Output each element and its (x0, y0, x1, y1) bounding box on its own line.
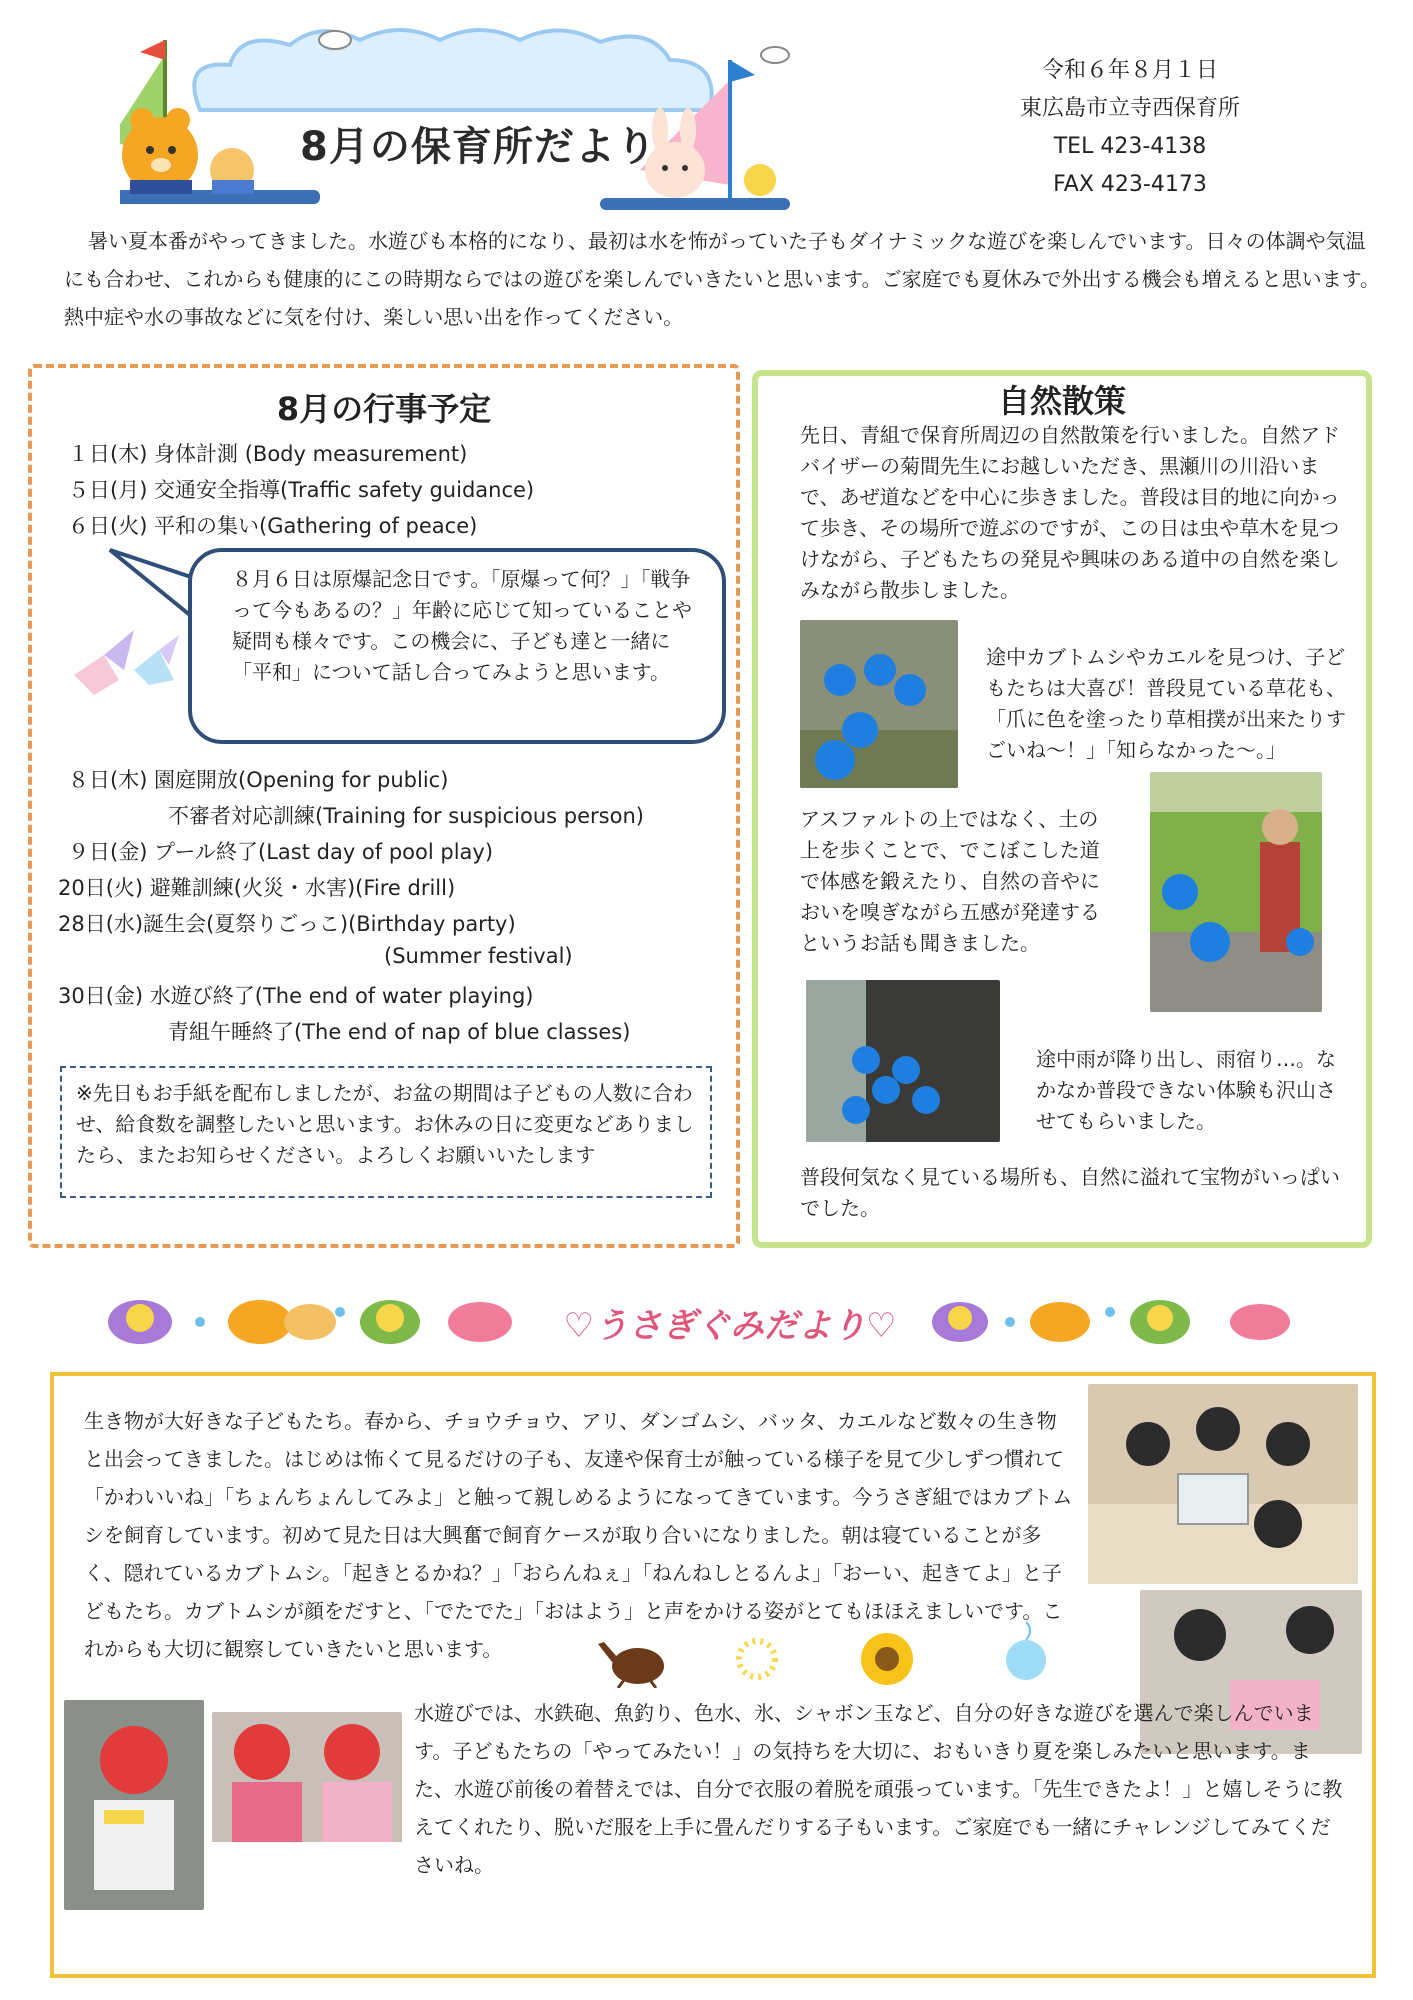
sparkle-icon (734, 1636, 780, 1682)
fish-decoration-icon (100, 1282, 520, 1362)
usagi-title: ♡うさぎぐみだより♡ (563, 1306, 897, 1346)
event-item: 不審者対応訓練(Training for suspicious person) (168, 804, 644, 828)
event-item: 20日(火) 避難訓練(火災・水害)(Fire drill) (58, 876, 456, 900)
nature-paragraph: 途中カブトムシやカエルを見つけ、子どもたちは大喜び！普段見ている草花も、「爪に色を塗ったり草相撲が出来たりすごいね～！」「知らなかった～。」 (986, 645, 1346, 762)
nature-title: 自然散策 (997, 382, 1126, 420)
photo-beetle-observation (1088, 1384, 1358, 1584)
photo-rain-shelter (806, 980, 1000, 1142)
event-item: ８日(木) 園庭開放(Opening for public) (68, 768, 449, 792)
usagi-paragraph: 生き物が大好きな子どもたち。春から、チョウチョウ、アリ、ダンゴムシ、バッタ、カエルなど数々の生き物と出会ってきました。はじめは怖くて見るだけの子も、友達や保育士が触っている様子を見て少しずつ慣れて「かわいいね」「ちょんちょんしてみよ」と触って親しめるようになってきています。今うさぎ組ではカブトムシを飼育しています。初めて見た日は大興奮で飼育ケースが取り合いになりました。朝は寝ていることが多く、隠れているカブトムシ。「起きとるかね？」「おらんねぇ」「ねんねしとるんよ」「おーい、起きてよ」と子どもたち。カブトムシが顔をだすと、「でたでた」「おはよう」と声をかける姿がとてもほほえましいです。これからも大切に観察していきたいと思います。 (84, 1409, 1073, 1661)
usagi-paragraph: 水遊びでは、水鉄砲、魚釣り、色水、氷、シャボン玉など、自分の好きな遊びを選んで楽しんでいます。子どもたちの「やってみたい！」の気持ちを大切に、おもいきり夏を楽しみたいと思います。また、水遊び前後の着替えでは、自分で衣服の着脱を頑張っています。「先生できたよ！」と嬉しそうに教えてくれたり、脱いだ服を上手に畳んだりする子もいます。ご家庭でも一緒にチャレンジしてみてくださいね。 (414, 1701, 1343, 1877)
nature-paragraph: アスファルトの上ではなく、土の上を歩くことで、でこぼこした道で体感を鍛えたり、自然の音やにおいを嗅ぎながら五感が発達するというお話も聞きました。 (800, 807, 1100, 955)
tel-number: TEL 423-4138 (1053, 134, 1207, 159)
beetle-icon (594, 1632, 674, 1688)
issue-date: 令和６年８月１日 (1041, 58, 1218, 83)
event-item: 30日(金) 水遊び終了(The end of water playing) (58, 984, 534, 1008)
fish-decoration-icon (930, 1282, 1310, 1362)
bubble-text: ８月６日は原爆記念日です。「原爆って何？」「戦争って今もあるの？」年齢に応じて知っていることや疑問も様々です。この機会に、子ども達と一緒に「平和」について話し合ってみようと思います。 (232, 567, 692, 684)
event-item: (Summer festival) (384, 944, 573, 968)
water-balloon-icon (1004, 1620, 1048, 1684)
photo-color-water (212, 1712, 402, 1880)
event-item: ９日(金) プール終了(Last day of pool play) (68, 840, 494, 864)
intro-paragraph: 暑い夏本番がやってきました。水遊びも本格的になり、最初は水を怖がっていた子もダイナミックな遊びを楽しんでいます。日々の体調や気温にも合わせ、これからも健康的にこの時期ならではの遊びを楽しんでいきたいと思います。ご家庭でも夏休みで外出する機会も増えると思います。熱中症や水の事故などに気を付け、楽しい思い出を作ってください。 (64, 229, 1380, 329)
event-item: 青組午睡終了(The end of nap of blue classes) (168, 1020, 631, 1044)
header-info (1000, 52, 1260, 204)
event-item: ５日(月) 交通安全指導(Traffic safety guidance) (68, 478, 535, 502)
photo-children-walking (800, 620, 958, 788)
nursery-name: 東広島市立寺西保育所 (1019, 96, 1240, 121)
sunflower-icon (858, 1630, 916, 1688)
nature-paragraph: 普段何気なく見ている場所も、自然に溢れて宝物がいっぱいでした。 (800, 1165, 1340, 1220)
photo-nature-advisor (1150, 772, 1322, 1012)
nature-paragraph: 途中雨が降り出し、雨宿り…。なかなか普段できない体験も沢山させてもらいました。 (1036, 1047, 1336, 1133)
notice-text: ※先日もお手紙を配布しましたが、お盆の期間は子どもの人数に合わせ、給食数を調整したいと思います。お休みの日に変更などありましたら、またお知らせください。よろしくお願いいたします (76, 1081, 694, 1167)
photo-water-gun (64, 1700, 204, 1910)
event-item: 28日(水)誕生会(夏祭りごっこ)(Birthday party) (58, 912, 516, 936)
nature-paragraph: 先日、青組で保育所周辺の自然散策を行いました。自然アドバイザーの菊間先生にお越しいただき、黒瀬川の川沿いまで、あぜ道などを中心に歩きました。普段は目的地に向かって歩き、その場所で遊ぶのですが、この日は虫や草木を見つけながら、子どもたちの発見や興味のある道中の自然を楽しみながら散歩しました。 (800, 423, 1340, 602)
event-item: １日(木) 身体計測 (Body measurement) (68, 442, 468, 466)
event-item: ６日(火) 平和の集い(Gathering of peace) (68, 514, 478, 538)
events-title: 8月の行事予定 (276, 390, 492, 428)
fax-number: FAX 423-4173 (1053, 172, 1207, 197)
paper-crane-icon (64, 625, 184, 705)
page-title: 8月の保育所だより (300, 124, 657, 170)
